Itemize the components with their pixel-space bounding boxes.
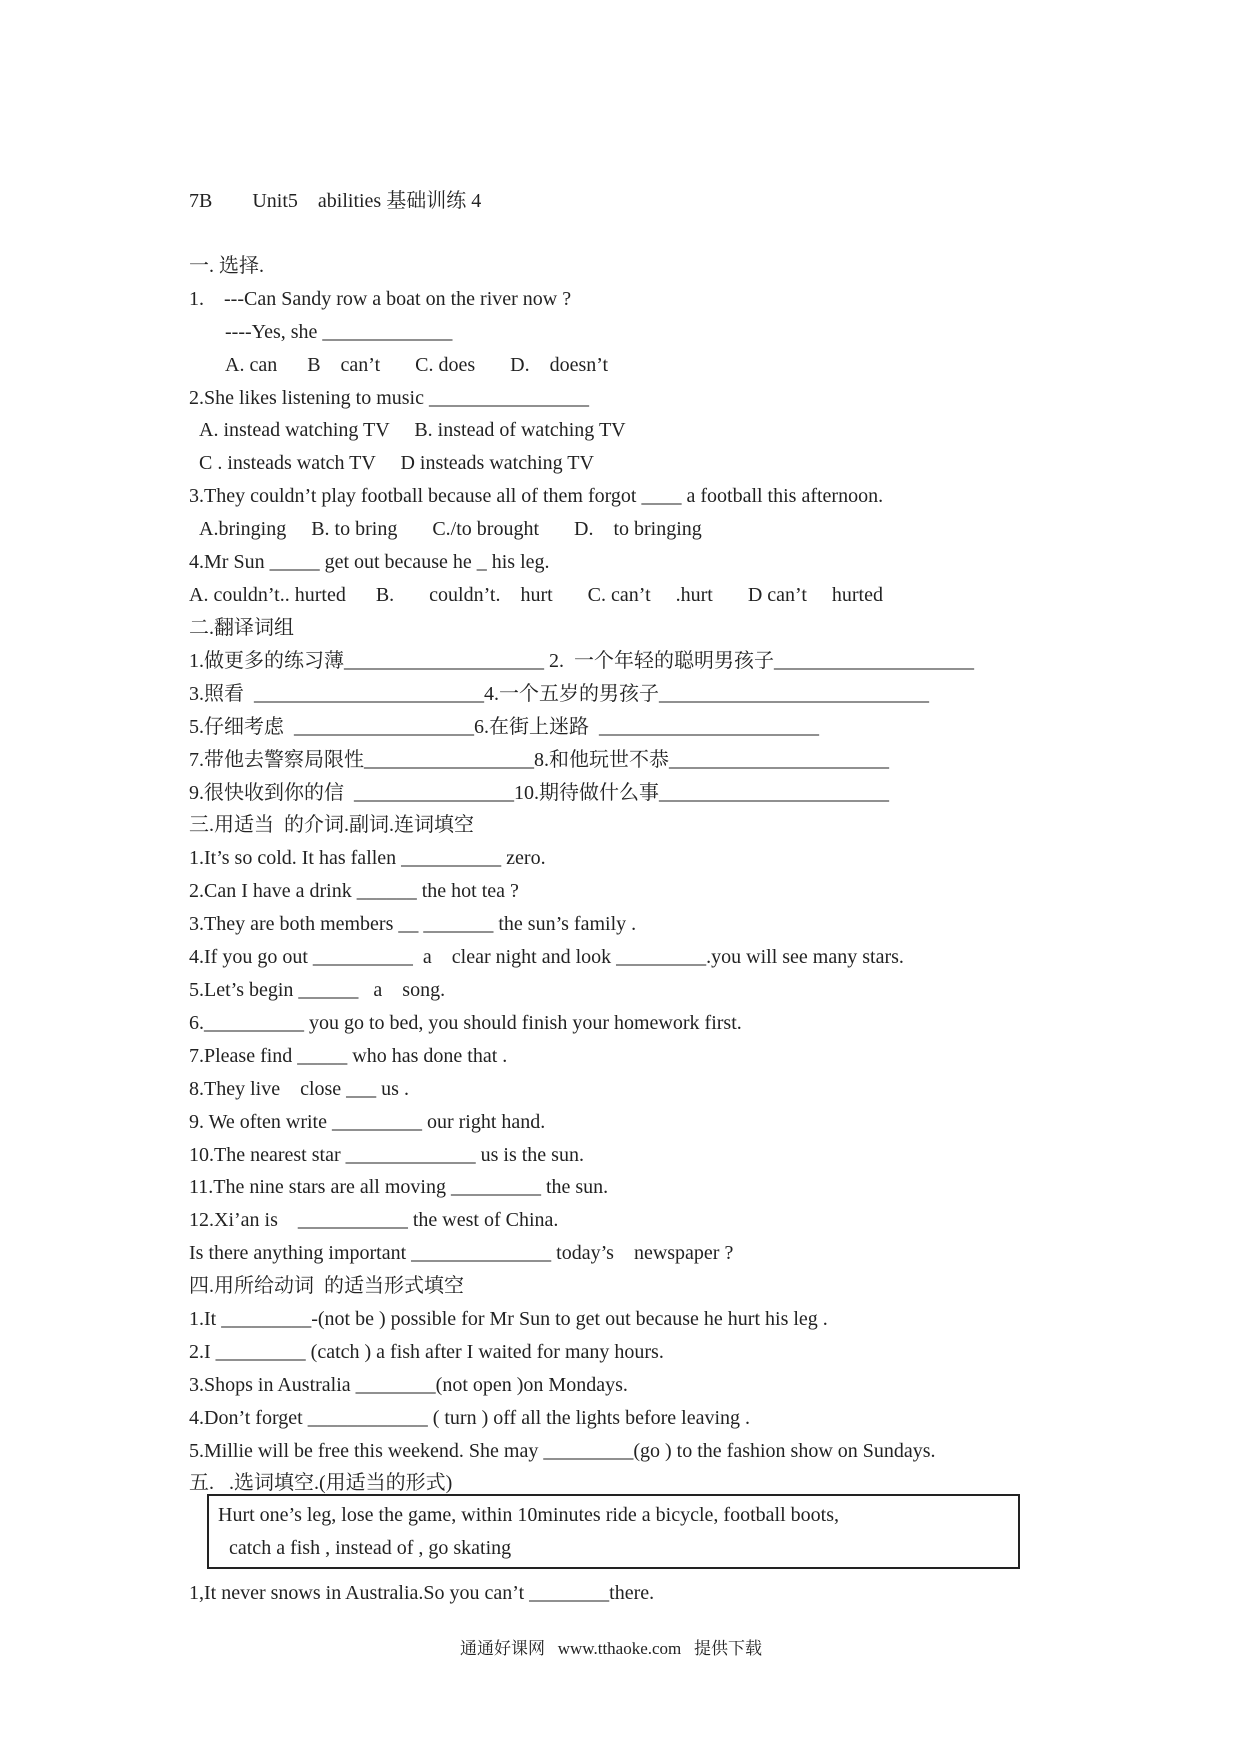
q1-1-answer-line: ----Yes, she _____________: [225, 321, 453, 343]
choose-word-q1: 1,It never snows in Australia.So you can’t ________there.: [189, 1582, 655, 1604]
word-bank-line-2: catch a fish , instead of , go skating: [229, 1537, 512, 1559]
fill-q2: 2.Can I have a drink ______ the hot tea ?: [189, 880, 519, 902]
section-5-heading: 五. .选词填空.(用适当的形式): [189, 1472, 453, 1494]
q1-1-options: A. can B can’t C. does D. doesn’t: [225, 354, 609, 376]
fill-q5: 5.Let’s begin ______ a song.: [189, 979, 446, 1001]
q1-2-options-cd: C . insteads watch TV D insteads watching TV: [199, 452, 594, 474]
section-3-heading: 三.用适当 的介词.副词.连词填空: [189, 814, 474, 836]
page-title: 7B Unit5 abilities 基础训练 4: [189, 190, 482, 212]
section-1-heading: 一. 选择.: [189, 255, 264, 277]
verb-q3: 3.Shops in Australia ________(not open )on Mondays.: [189, 1374, 628, 1396]
fill-q10: 10.The nearest star _____________ us is the sun.: [189, 1144, 584, 1166]
footer-credit: 通通好课网 www.tthaoke.com 提供下载: [460, 1639, 763, 1658]
word-bank-line-1: Hurt one’s leg, lose the game, within 10minutes ride a bicycle, football boots,: [218, 1504, 839, 1526]
translate-row-2: 3.照看 _______________________4.一个五岁的男孩子___________________________: [189, 683, 929, 705]
q1-4-options: A. couldn’t.. hurted B. couldn’t. hurt C. can’t .hurt D can’t hurted: [189, 584, 883, 606]
verb-q1: 1.It _________-(not be ) possible for Mr Sun to get out because he hurt his leg .: [189, 1308, 828, 1330]
section-2-heading: 二.翻译词组: [189, 617, 294, 639]
fill-q1: 1.It’s so cold. It has fallen __________ zero.: [189, 847, 546, 869]
verb-q4: 4.Don’t forget ____________ ( turn ) off all the lights before leaving .: [189, 1407, 751, 1429]
q1-1-question: 1. ---Can Sandy row a boat on the river now ?: [189, 288, 572, 310]
fill-q13: Is there anything important ______________ today’s newspaper ?: [189, 1242, 734, 1264]
fill-q3: 3.They are both members __ _______ the sun’s family .: [189, 913, 637, 935]
fill-q4: 4.If you go out __________ a clear night and look _________.you will see many stars.: [189, 946, 904, 968]
verb-q2: 2.I _________ (catch ) a fish after I waited for many hours.: [189, 1341, 664, 1363]
fill-q8: 8.They live close ___ us .: [189, 1078, 409, 1100]
fill-q7: 7.Please find _____ who has done that .: [189, 1045, 508, 1067]
translate-row-1: 1.做更多的练习薄____________________ 2. 一个年轻的聪明男孩子____________________: [189, 650, 974, 672]
q1-4-question: 4.Mr Sun _____ get out because he _ his leg.: [189, 551, 550, 573]
translate-row-4: 7.带他去警察局限性_________________8.和他玩世不恭______________________: [189, 749, 889, 771]
section-4-heading: 四.用所给动词 的适当形式填空: [189, 1275, 464, 1297]
q1-3-options: A.bringing B. to bring C./to brought D. to bringing: [199, 518, 702, 540]
fill-q11: 11.The nine stars are all moving _________ the sun.: [189, 1176, 609, 1198]
verb-q5: 5.Millie will be free this weekend. She may _________(go ) to the fashion show on Sundays.: [189, 1440, 936, 1462]
fill-q12: 12.Xi’an is ___________ the west of China.: [189, 1209, 559, 1231]
translate-row-3: 5.仔细考虑 __________________6.在街上迷路 ______________________: [189, 716, 819, 738]
q1-2-question: 2.She likes listening to music ________________: [189, 387, 589, 409]
q1-2-options-ab: A. instead watching TV B. instead of watching TV: [199, 419, 626, 441]
fill-q9: 9. We often write _________ our right hand.: [189, 1111, 546, 1133]
q1-3-question: 3.They couldn’t play football because all of them forgot ____ a football this afternoon.: [189, 485, 884, 507]
fill-q6: 6.__________ you go to bed, you should finish your homework first.: [189, 1012, 742, 1034]
translate-row-5: 9.很快收到你的信 ________________10.期待做什么事_______________________: [189, 782, 889, 804]
